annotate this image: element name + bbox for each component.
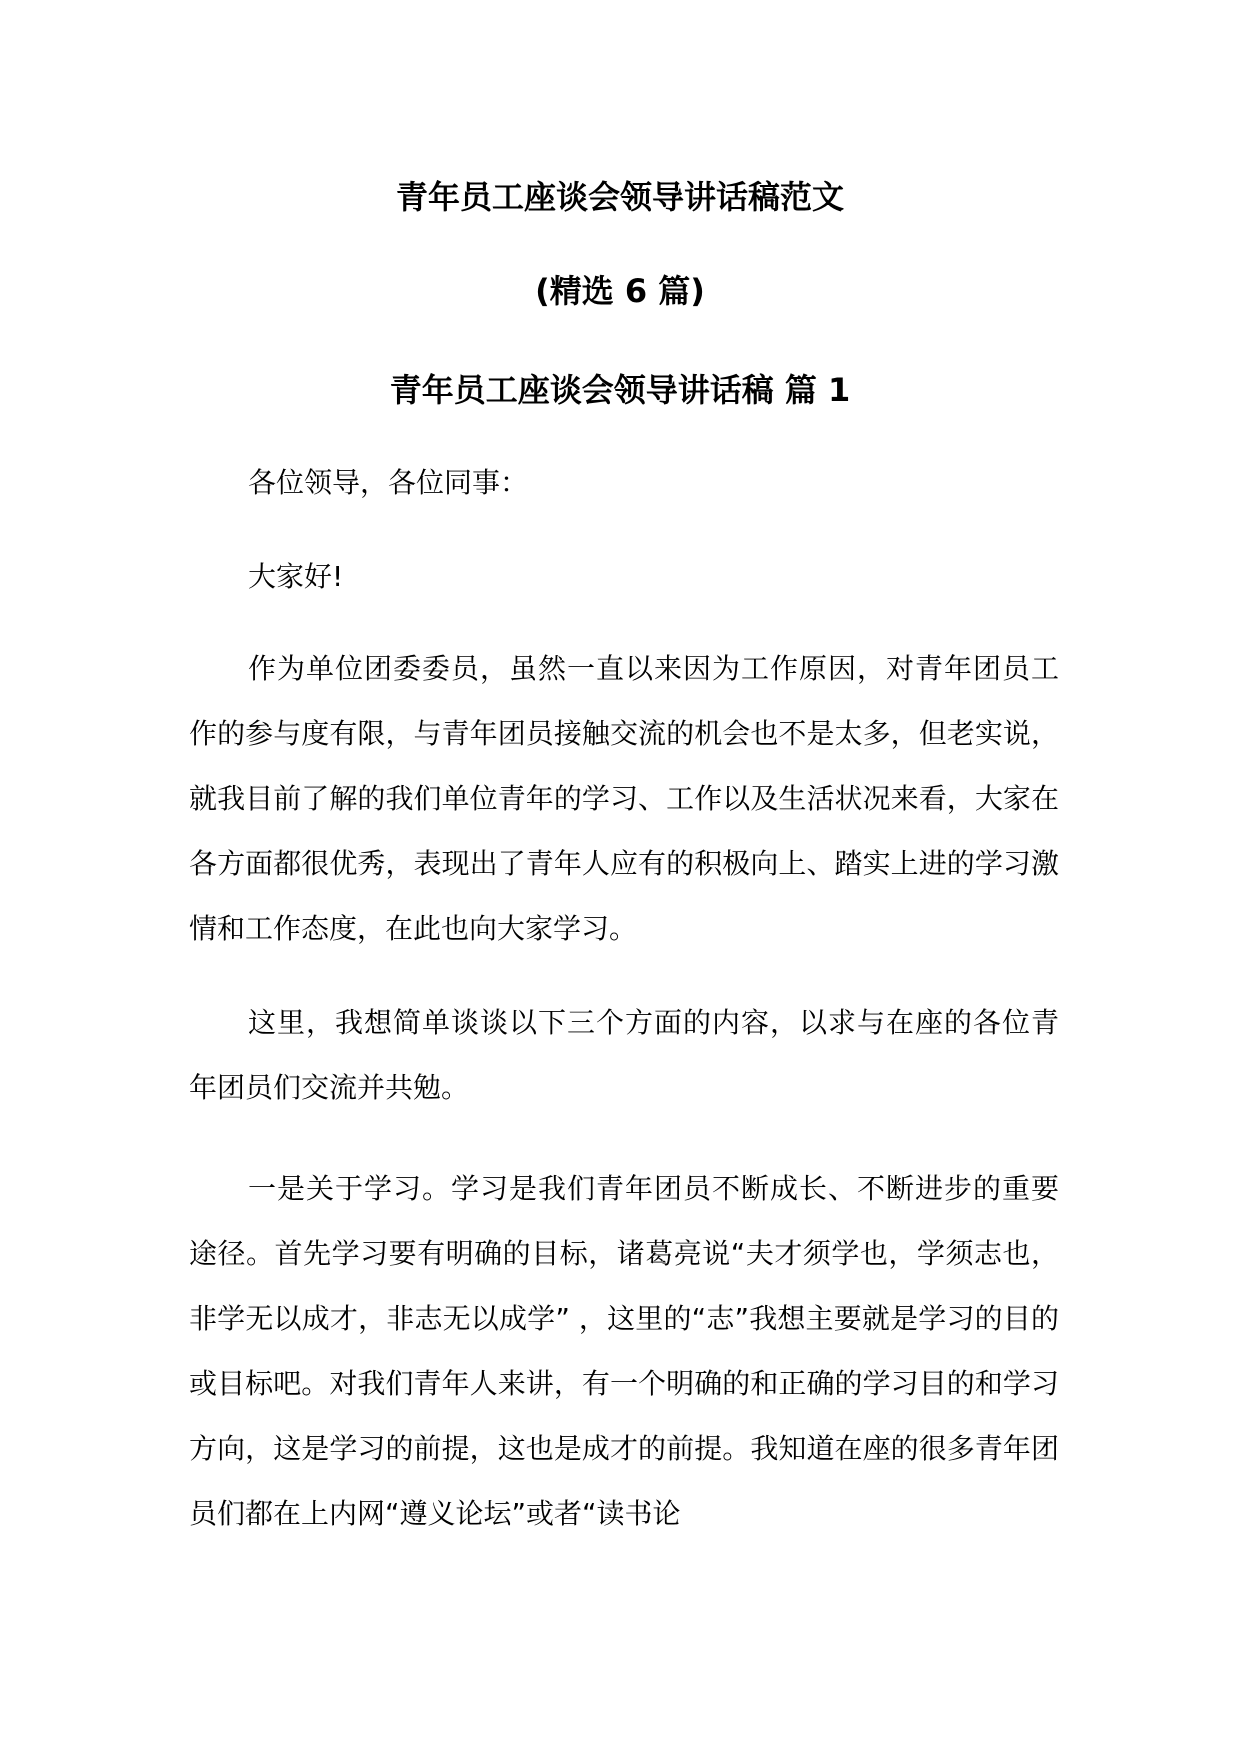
paragraph-text: 大家好! xyxy=(248,560,344,593)
paragraph-text: 作为单位团委委员，虽然一直以来因为工作原因，对青年团员工作的参与度有限，与青年团员接触交流的机会也不是太多，但老实说，就我目前了解的我们单位青年的学习、工作以及生活状况来看，大家在各方面都很优秀，表现出了青年人应有的积极向上、踏实上进的学习激情和工作态度，在此也向大家学习。 xyxy=(189,652,1059,945)
paragraph-topics xyxy=(189,990,1059,1120)
paragraph-text: 这里，我想简单谈谈以下三个方面的内容，以求与在座的各位青年团员们交流并共勉。 xyxy=(189,1006,1059,1104)
document-title: 青年员工座谈会领导讲话稿范文 xyxy=(395,178,844,216)
paragraph-intro xyxy=(189,636,1059,961)
paragraph-greeting xyxy=(189,450,1059,515)
paragraph-text: 一是关于学习。学习是我们青年团员不断成长、不断进步的重要途径。首先学习要有明确的目标，诸葛亮说“夫才须学也，学须志也，非学无以成才，非志无以成学” ，这里的“志”我想主要就是学习的目的或目标吧。对我们青年人来讲，有一个明确的和正确的学习目的和学习方向，这是学习的前提，这也是成才的前提。我知道在座的很多青年团员们都在上内网“遵义论坛”或者“读书论 xyxy=(189,1172,1059,1530)
paragraph-hello xyxy=(189,544,1059,609)
document-subtitle: (精选 6 篇) xyxy=(535,272,705,310)
section-heading: 青年员工座谈会领导讲话稿 篇 1 xyxy=(389,371,851,409)
paragraph-learning xyxy=(189,1156,1059,1546)
paragraph-text: 各位领导，各位同事： xyxy=(248,466,529,499)
